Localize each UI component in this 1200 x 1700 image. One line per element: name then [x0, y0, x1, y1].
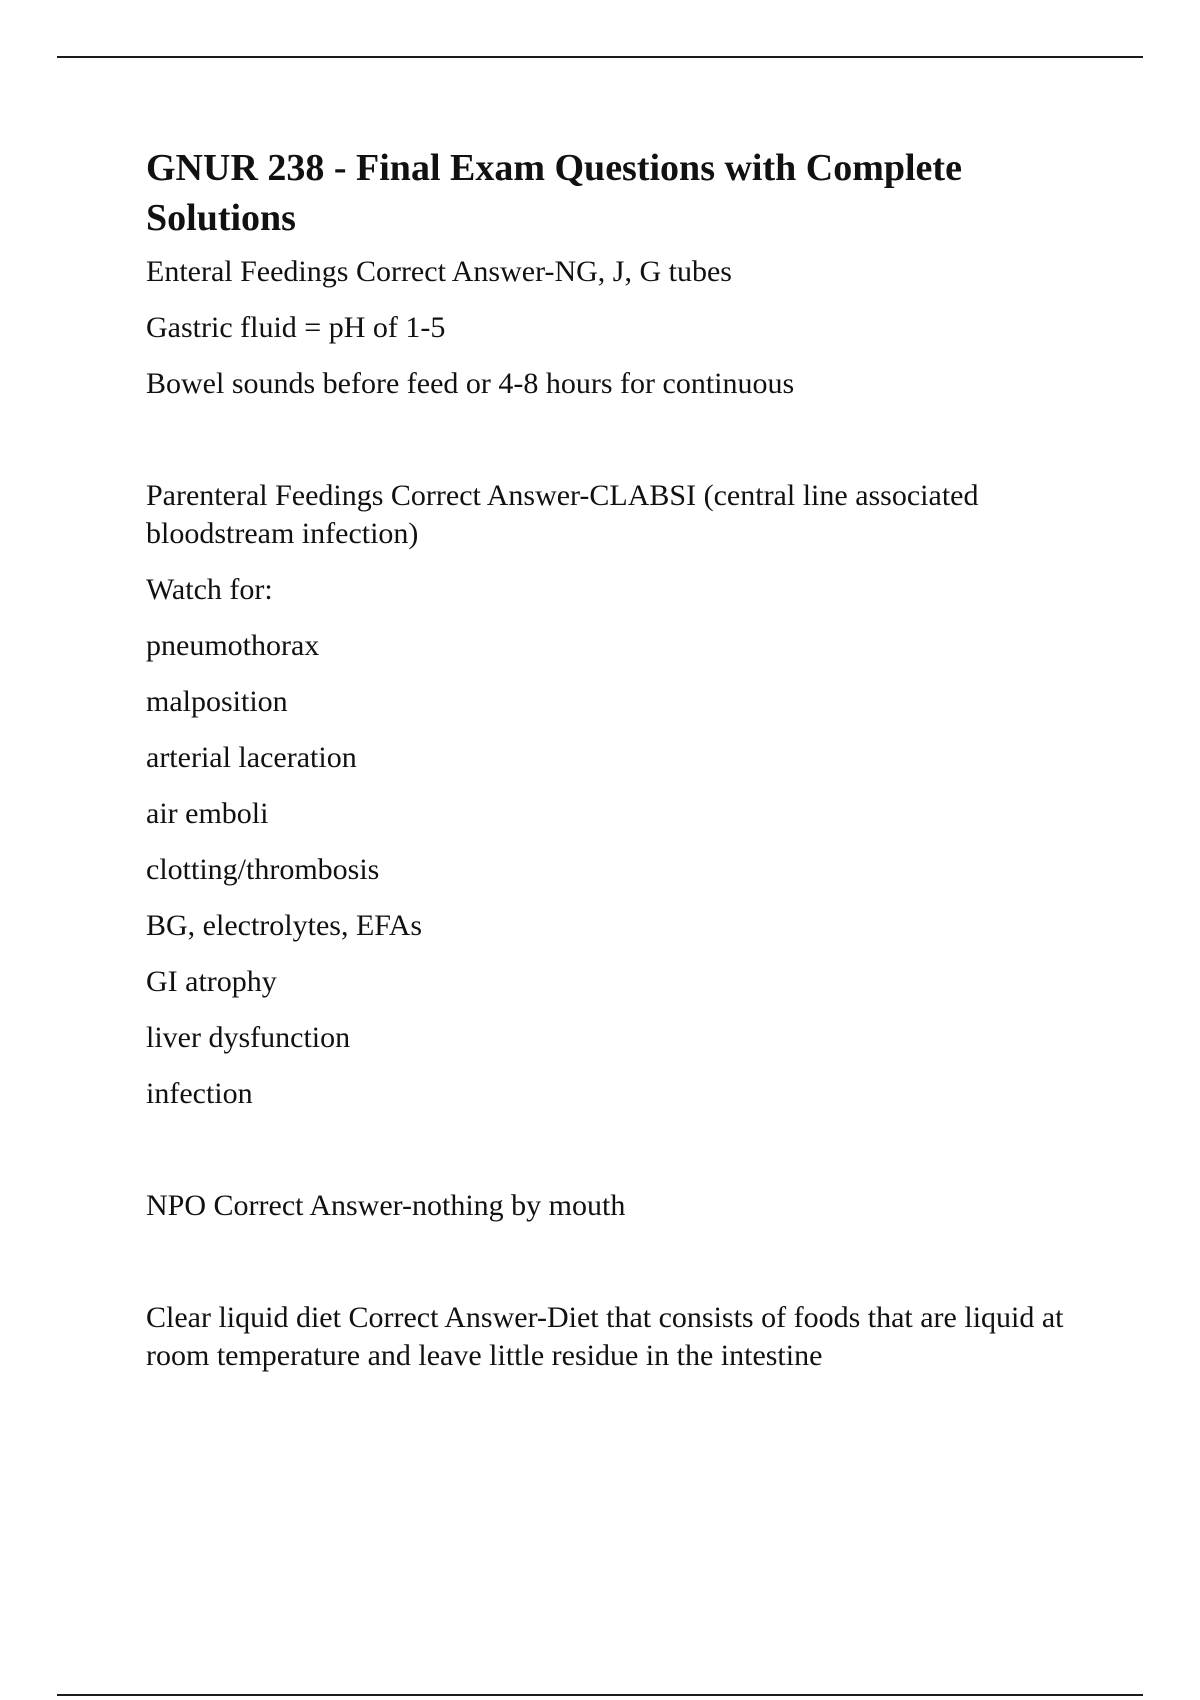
answer-line: infection — [146, 1077, 253, 1110]
document-title: GNUR 238 - Final Exam Questions with Complete Solutions — [146, 147, 962, 239]
answer-line: liver dysfunction — [146, 1021, 351, 1054]
answer-line: clotting/thrombosis — [146, 853, 380, 886]
answer-line: BG, electrolytes, EFAs — [146, 909, 423, 942]
section-gap — [146, 1131, 1076, 1187]
answer-line: Clear liquid diet Correct Answer-Diet that consists of foods that are liquid at room temperature and leave little residue in the intestine — [146, 1301, 1064, 1372]
document-body — [146, 143, 1076, 1393]
answer-line: Bowel sounds before feed or 4-8 hours for continuous — [146, 367, 795, 400]
answer-line: air emboli — [146, 797, 269, 830]
section-npo — [146, 1187, 1076, 1225]
answer-line: Parenteral Feedings Correct Answer-CLABSI (central line associated bloodstream infection) — [146, 479, 979, 550]
section-gap — [146, 421, 1076, 477]
answer-line: pneumothorax — [146, 629, 320, 662]
bottom-rule — [57, 1694, 1143, 1696]
section-enteral-feedings — [146, 253, 1076, 403]
section-parenteral-feedings — [146, 477, 1076, 1113]
answer-line: Enteral Feedings Correct Answer-NG, J, G tubes — [146, 255, 732, 288]
answer-line: malposition — [146, 685, 288, 718]
answer-line: arterial laceration — [146, 741, 357, 774]
answer-line: Gastric fluid = pH of 1-5 — [146, 311, 446, 344]
answer-line: NPO Correct Answer-nothing by mouth — [146, 1189, 626, 1222]
answer-line: GI atrophy — [146, 965, 277, 998]
section-clear-liquid-diet — [146, 1299, 1076, 1375]
top-rule — [57, 56, 1143, 58]
section-gap — [146, 1243, 1076, 1299]
answer-line: Watch for: — [146, 573, 273, 606]
